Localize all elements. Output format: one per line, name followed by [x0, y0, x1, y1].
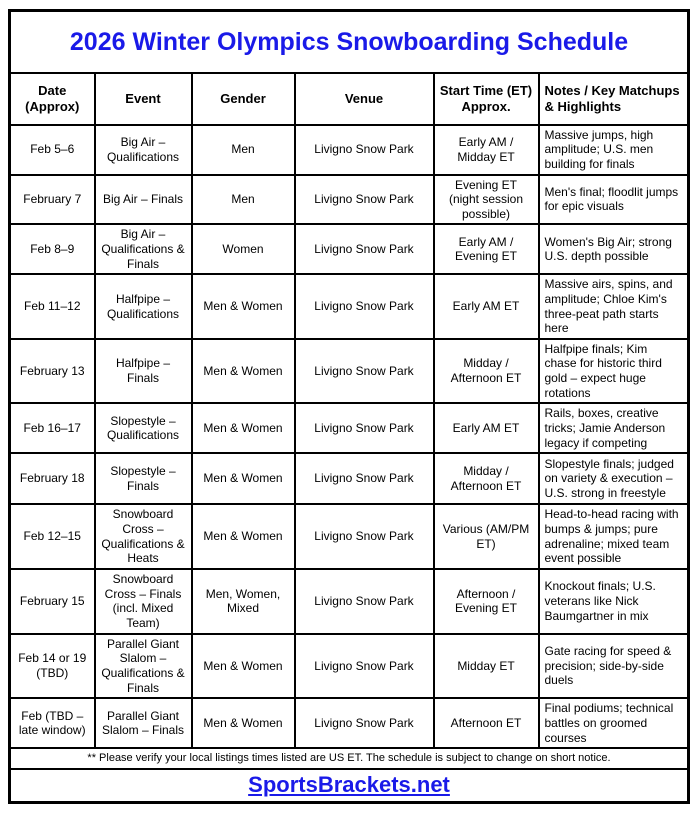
column-header-notes: Notes / Key Matchups & Highlights [539, 73, 689, 125]
table-row [10, 634, 689, 699]
gender-cell: Men & Women [192, 339, 295, 404]
notes-cell: Massive jumps, high amplitude; U.S. men building for finals [539, 125, 689, 175]
gender-cell: Men & Women [192, 698, 295, 748]
footnote: ** Please verify your local listings times listed are US ET. The schedule is subject to change on short notice. [10, 748, 689, 769]
event-cell: Big Air – Finals [95, 175, 192, 225]
table-row [10, 224, 689, 274]
event-cell: Halfpipe – Finals [95, 339, 192, 404]
event-cell: Parallel Giant Slalom – Finals [95, 698, 192, 748]
date-cell: February 7 [10, 175, 95, 225]
venue-cell: Livigno Snow Park [295, 403, 434, 453]
column-header-date: Date (Approx) [10, 73, 95, 125]
title-row [10, 11, 689, 73]
date-cell: Feb 12–15 [10, 504, 95, 569]
gender-cell: Men [192, 175, 295, 225]
header-row [10, 73, 689, 125]
gender-cell: Women [192, 224, 295, 274]
date-cell: Feb 8–9 [10, 224, 95, 274]
event-cell: Big Air – Qualifications [95, 125, 192, 175]
venue-cell: Livigno Snow Park [295, 339, 434, 404]
start-time-cell: Afternoon ET [434, 698, 539, 748]
venue-cell: Livigno Snow Park [295, 698, 434, 748]
notes-cell: Slopestyle finals; judged on variety & execution – U.S. strong in freestyle [539, 453, 689, 504]
table-row [10, 175, 689, 225]
gender-cell: Men & Women [192, 453, 295, 504]
gender-cell: Men [192, 125, 295, 175]
date-cell: February 18 [10, 453, 95, 504]
table-row [10, 403, 689, 453]
date-cell: Feb 11–12 [10, 274, 95, 339]
event-cell: Halfpipe – Qualifications [95, 274, 192, 339]
start-time-cell: Early AM ET [434, 403, 539, 453]
table-row [10, 698, 689, 748]
date-cell: Feb 16–17 [10, 403, 95, 453]
date-cell: Feb 14 or 19 (TBD) [10, 634, 95, 699]
column-header-gender: Gender [192, 73, 295, 125]
table-row [10, 569, 689, 634]
notes-cell: Women's Big Air; strong U.S. depth possible [539, 224, 689, 274]
start-time-cell: Early AM / Evening ET [434, 224, 539, 274]
start-time-cell: Midday ET [434, 634, 539, 699]
event-cell: Slopestyle – Finals [95, 453, 192, 504]
table-row [10, 504, 689, 569]
venue-cell: Livigno Snow Park [295, 175, 434, 225]
event-cell: Big Air – Qualifications & Finals [95, 224, 192, 274]
event-cell: Slopestyle – Qualifications [95, 403, 192, 453]
column-header-event: Event [95, 73, 192, 125]
date-cell: February 13 [10, 339, 95, 404]
table-row [10, 125, 689, 175]
sportsbrackets-link[interactable]: SportsBrackets.net [248, 772, 450, 798]
column-header-start-time: Start Time (ET) Approx. [434, 73, 539, 125]
date-cell: Feb (TBD – late window) [10, 698, 95, 748]
notes-cell: Final podiums; technical battles on groomed courses [539, 698, 689, 748]
table-row [10, 274, 689, 339]
footnote-row [10, 748, 689, 769]
venue-cell: Livigno Snow Park [295, 274, 434, 339]
venue-cell: Livigno Snow Park [295, 504, 434, 569]
venue-cell: Livigno Snow Park [295, 125, 434, 175]
notes-cell: Massive airs, spins, and amplitude; Chloe Kim's three-peat path starts here [539, 274, 689, 339]
gender-cell: Men & Women [192, 403, 295, 453]
start-time-cell: Midday / Afternoon ET [434, 339, 539, 404]
venue-cell: Livigno Snow Park [295, 453, 434, 504]
table-row [10, 339, 689, 404]
event-cell: Snowboard Cross – Qualifications & Heats [95, 504, 192, 569]
start-time-cell: Midday / Afternoon ET [434, 453, 539, 504]
event-cell: Snowboard Cross – Finals (incl. Mixed Team) [95, 569, 192, 634]
notes-cell: Gate racing for speed & precision; side-by-side duels [539, 634, 689, 699]
table-row [10, 453, 689, 504]
notes-cell: Head-to-head racing with bumps & jumps; pure adrenaline; mixed team event possible [539, 504, 689, 569]
venue-cell: Livigno Snow Park [295, 634, 434, 699]
venue-cell: Livigno Snow Park [295, 569, 434, 634]
event-cell: Parallel Giant Slalom – Qualifications & Finals [95, 634, 192, 699]
notes-cell: Rails, boxes, creative tricks; Jamie Anderson legacy if competing [539, 403, 689, 453]
gender-cell: Men & Women [192, 634, 295, 699]
start-time-cell: Various (AM/PM ET) [434, 504, 539, 569]
start-time-cell: Evening ET (night session possible) [434, 175, 539, 225]
gender-cell: Men & Women [192, 274, 295, 339]
gender-cell: Men & Women [192, 504, 295, 569]
schedule-body [10, 125, 689, 749]
date-cell: February 15 [10, 569, 95, 634]
venue-cell: Livigno Snow Park [295, 224, 434, 274]
schedule-table [8, 9, 690, 804]
date-cell: Feb 5–6 [10, 125, 95, 175]
start-time-cell: Afternoon / Evening ET [434, 569, 539, 634]
start-time-cell: Early AM ET [434, 274, 539, 339]
column-header-venue: Venue [295, 73, 434, 125]
gender-cell: Men, Women, Mixed [192, 569, 295, 634]
notes-cell: Halfpipe finals; Kim chase for historic third gold – expect huge rotations [539, 339, 689, 404]
start-time-cell: Early AM / Midday ET [434, 125, 539, 175]
notes-cell: Men's final; floodlit jumps for epic visuals [539, 175, 689, 225]
notes-cell: Knockout finals; U.S. veterans like Nick Baumgartner in mix [539, 569, 689, 634]
page-title: 2026 Winter Olympics Snowboarding Schedule [10, 11, 689, 73]
